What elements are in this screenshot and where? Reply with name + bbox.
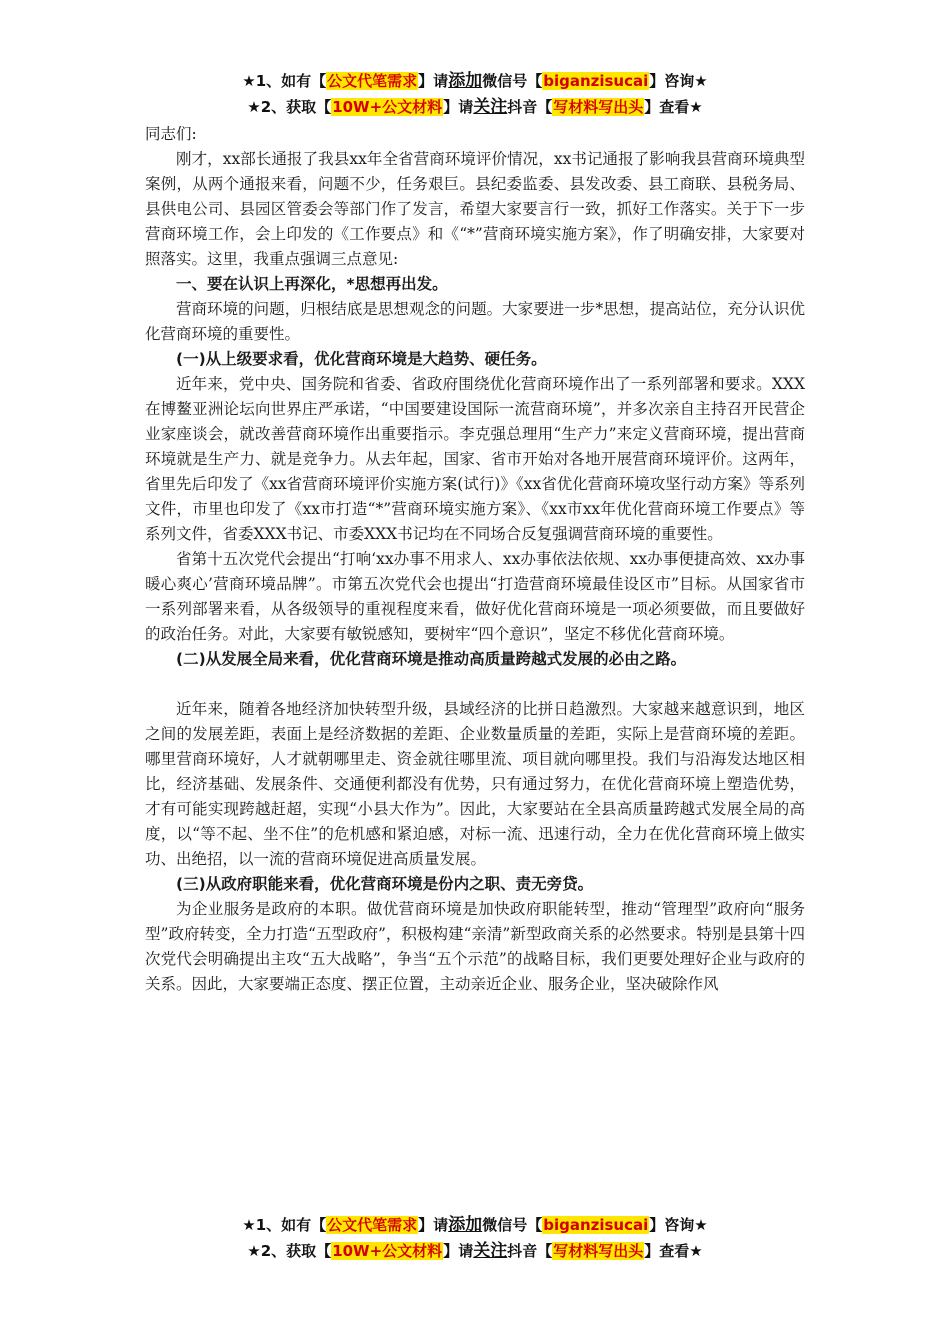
emphasis-text: 添加 bbox=[448, 71, 483, 91]
banner-line-1 bbox=[0, 68, 950, 94]
subsection-heading: (二)从发展全局来看，优化营商环境是推动高质量跨越式发展的必由之路。 bbox=[176, 650, 687, 668]
highlight-materials: 10W+公文材料 bbox=[332, 98, 443, 116]
banner-text: 】请 bbox=[443, 98, 474, 116]
banner-text: ★2、获取【 bbox=[247, 1242, 332, 1260]
banner-text: 】请 bbox=[418, 72, 449, 90]
subsection-heading: (三)从政府职能来看，优化营商环境是份内之职、责无旁贷。 bbox=[176, 875, 594, 893]
banner-text: ★1、如有【 bbox=[242, 72, 327, 90]
banner-text: 】请 bbox=[443, 1242, 474, 1260]
emphasis-text: 关注 bbox=[473, 1241, 508, 1261]
banner-text: 】咨询★ bbox=[649, 72, 708, 90]
banner-line-2 bbox=[0, 94, 950, 120]
paragraph: 刚才，xx部长通报了我县xx年全省营商环境评价情况，xx书记通报了影响我县营商环境典型案例，从两个通报来看，问题不少，任务艰巨。县纪委监委、县发改委、县工商联、县税务局、县供电公司、县园区管委会等部门作了发言，希望大家要言行一致，抓好工作落实。关于下一步营商环境工作，会上印发的《工作要点》和《“*”营商环境实施方案》，作了明确安排，大家要对照落实。这里，我重点强调三点意见: bbox=[145, 150, 805, 268]
paragraph: 营商环境的问题，归根结底是思想观念的问题。大家要进一步*思想，提高站位，充分认识优化营商环境的重要性。 bbox=[145, 300, 805, 343]
emphasis-text: 添加 bbox=[448, 1215, 483, 1235]
salutation: 同志们: bbox=[145, 125, 197, 143]
highlight-wechat-id: biganzisucai bbox=[543, 72, 649, 90]
document-body bbox=[145, 122, 805, 997]
paragraph: 为企业服务是政府的本职。做优营商环境是加快政府职能转型，推动“管理型”政府向“服务型”政府转变，全力打造“五型政府”，积极构建“亲清”新型政商关系的必然要求。特别是县第十四次党代会明确提出主攻“五大战略”，争当“五个示范”的战略目标，我们更要处理好企业与政府的关系。因此，大家要端正态度、摆正位置，主动亲近企业、服务企业，坚决破除作风 bbox=[145, 900, 805, 993]
banner-text: 抖音【 bbox=[507, 98, 553, 116]
emphasis-text: 关注 bbox=[473, 97, 508, 117]
banner-line-2 bbox=[0, 1238, 950, 1264]
subsection-heading: (一)从上级要求看，优化营商环境是大趋势、硬任务。 bbox=[176, 350, 547, 368]
banner-text: ★2、获取【 bbox=[247, 98, 332, 116]
blank-line bbox=[145, 672, 805, 697]
paragraph: 省第十五次党代会提出“打响‘xx办事不用求人、xx办事依法依规、xx办事便捷高效、xx办事暖心爽心’营商环境品牌”。市第五次党代会也提出“打造营商环境最佳设区市”目标。从国家省市一系列部署来看，从各级领导的重视程度来看，做好优化营商环境是一项必须要做，而且要做好的政治任务。对此，大家要有敏锐感知，要树牢“四个意识”，坚定不移优化营商环境。 bbox=[145, 550, 805, 643]
section-heading: 一、要在认识上再深化，*思想再出发。 bbox=[176, 275, 448, 293]
banner-text: 】查看★ bbox=[644, 1242, 703, 1260]
banner-text: 】请 bbox=[418, 1216, 449, 1234]
footer-banner bbox=[0, 1212, 950, 1264]
banner-text: 】查看★ bbox=[644, 98, 703, 116]
highlight-douyin-account: 写材料写出头 bbox=[553, 98, 644, 116]
paragraph: 近年来，随着各地经济加快转型升级，县域经济的比拼日趋激烈。大家越来越意识到，地区之间的发展差距，表面上是经济数据的差距、企业数量质量的差距，实际上是营商环境的差距。哪里营商环境好，人才就朝哪里走、资金就往哪里流、项目就向哪里投。我们与沿海发达地区相比，经济基础、发展条件、交通便利都没有优势，只有通过努力，在优化营商环境上塑造优势，才有可能实现跨越赶超，实现“小县大作为”。因此，大家要站在全县高质量跨越式发展全局的高度，以“等不起、坐不住”的危机感和紧迫感，对标一流、迅速行动，全力在优化营商环境上做实功、出绝招，以一流的营商环境促进高质量发展。 bbox=[145, 700, 805, 868]
highlight-service: 公文代笔需求 bbox=[327, 72, 418, 90]
highlight-materials: 10W+公文材料 bbox=[332, 1242, 443, 1260]
banner-text: 抖音【 bbox=[507, 1242, 553, 1260]
highlight-douyin-account: 写材料写出头 bbox=[553, 1242, 644, 1260]
banner-line-1 bbox=[0, 1212, 950, 1238]
banner-text: 微信号【 bbox=[482, 72, 543, 90]
highlight-wechat-id: biganzisucai bbox=[543, 1216, 649, 1234]
paragraph: 近年来，党中央、国务院和省委、省政府围绕优化营商环境作出了一系列部署和要求。XXX在博鳌亚洲论坛向世界庄严承诺，“中国要建设国际一流营商环境”，并多次亲自主持召开民营企业家座谈会，就改善营商环境作出重要指示。李克强总理用“生产力”来定义营商环境，提出营商环境就是生产力、就是竞争力。从去年起，国家、省市开始对各地开展营商环境评价。这两年，省里先后印发了《xx省营商环境评价实施方案(试行)》《xx省优化营商环境攻坚行动方案》等系列文件，市里也印发了《xx市打造“*”营商环境实施方案》、《xx市xx年优化营商环境工作要点》等系列文件，省委XXX书记、市委XXX书记均在不同场合反复强调营商环境的重要性。 bbox=[145, 375, 805, 543]
banner-text: 微信号【 bbox=[482, 1216, 543, 1234]
banner-text: ★1、如有【 bbox=[242, 1216, 327, 1234]
highlight-service: 公文代笔需求 bbox=[327, 1216, 418, 1234]
banner-text: 】咨询★ bbox=[649, 1216, 708, 1234]
header-banner bbox=[0, 68, 950, 120]
